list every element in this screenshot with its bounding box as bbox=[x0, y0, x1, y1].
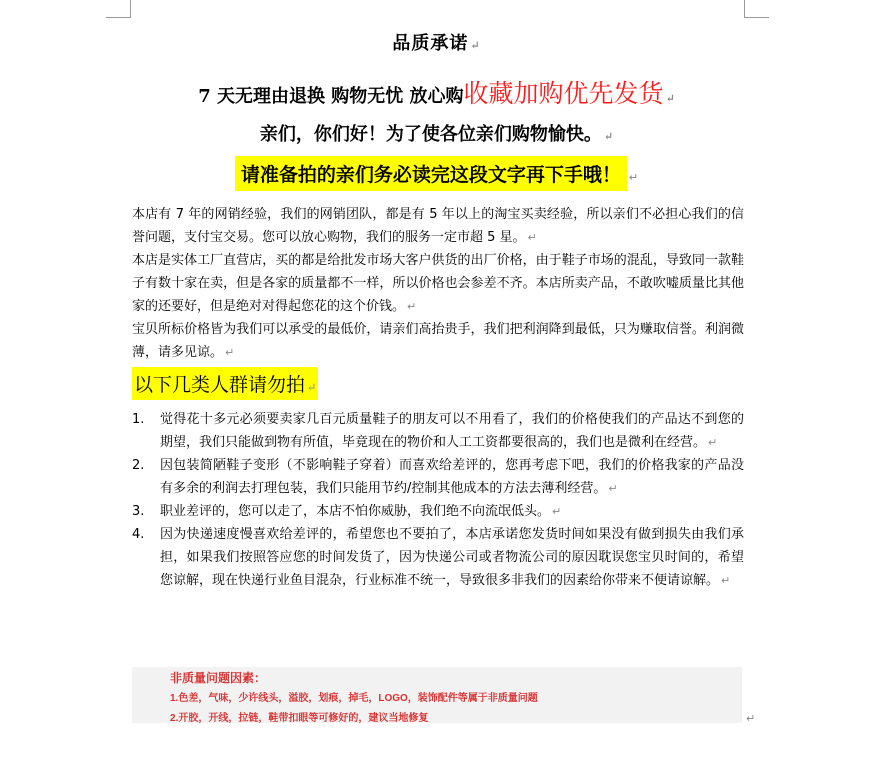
non-quality-issues-image bbox=[132, 667, 742, 723]
crop-mark-right-v bbox=[744, 0, 745, 17]
paragraph: 本店有 7 年的网销经验，我们的网销团队，都是有 5 年以上的淘宝买卖经验，所以亲们不必担心我们的信誉问题，支付宝交易。您可以放心购物，我们的服务一定市超 5 星。 ↵ bbox=[132, 207, 744, 245]
greeting: 亲们，你们好！为了使各位亲们购物愉快。 ↵ bbox=[259, 124, 614, 145]
paragraph-mark-icon: ↵ bbox=[527, 231, 537, 244]
paragraph-mark-icon: ↵ bbox=[603, 130, 614, 143]
callout-line-2: 2.开胶，开线，拉链，鞋带扣眼等可修好的，建议当地修复 bbox=[170, 713, 429, 724]
highlighted-subheading: 以下几类人群请勿拍 ↵ bbox=[132, 367, 318, 400]
callout-line-1: 1.色差，气味，少许线头，溢胶，划痕，掉毛，LOGO，装饰配件等属于非质量问题 bbox=[170, 693, 538, 704]
list-number: 4. bbox=[132, 527, 145, 542]
list-number: 1. bbox=[132, 412, 145, 427]
paragraph-mark-icon: ↵ bbox=[608, 482, 618, 495]
paragraph-mark-icon: ↵ bbox=[628, 171, 639, 184]
list-item-text: 因包装简陋鞋子变形（不影响鞋子穿着）而喜欢给差评的，您再考虑下吧，我们的价格我家的产品没有多余的利润去打理包装，我们只能用节约/控制其他成本的方法去薄利经营。 bbox=[160, 458, 744, 496]
paragraph-mark-icon: ↵ bbox=[708, 436, 718, 449]
paragraph: 宝贝所标价格皆为我们可以承受的最低价，请亲们高抬贵手，我们把利润降到最低，只为赚取信誉。利润微薄，请多见谅。 ↵ bbox=[132, 322, 744, 360]
list-item-text: 因为快递速度慢喜欢给差评的，希望您也不要拍了，本店承诺您发货时间如果没有做到损失由我们承担，如果我们按照答应您的时间发货了，因为快递公司或者物流公司的原因耽误您宝贝时间的，希望您谅解，现在快递行业鱼目混杂，行业标准不统一，导致很多非我们的因素给你带来不便请谅解。 bbox=[160, 527, 744, 588]
headline-black-text: 7 天无理由退换 购物无忧 放心购 bbox=[198, 86, 464, 107]
paragraph-mark-icon: ↵ bbox=[552, 505, 562, 518]
paragraph-mark-icon: ↵ bbox=[225, 346, 235, 359]
highlighted-notice: 请准备拍的亲们务必读完这段文字再下手哦！ bbox=[235, 156, 627, 191]
list-item bbox=[132, 500, 744, 523]
paragraph-mark-icon: ↵ bbox=[407, 300, 417, 313]
headline bbox=[0, 74, 873, 110]
intro-paragraphs bbox=[132, 203, 744, 364]
paragraph: 本店是实体工厂直营店，买的都是给批发市场大客户供货的出厂价格，由于鞋子市场的混乱，导致同一款鞋子有数十家在卖，但是各家的质量都不一样，所以价格也会参差不齐。本店所卖产品，不敢吹嘘质量比其他家的还要好，但是绝对对得起您花的这个价钱。 ↵ bbox=[132, 253, 744, 314]
list-item bbox=[132, 408, 744, 454]
crop-mark-left-h bbox=[106, 17, 131, 18]
notice-wrap bbox=[0, 156, 873, 191]
list-item bbox=[132, 454, 744, 500]
paragraph-mark-icon: ↵ bbox=[721, 574, 731, 587]
callout-title: 非质量问题因素： bbox=[170, 671, 267, 685]
list-item-text: 职业差评的，您可以走了，本店不怕你威胁，我们绝不向流氓低头。 bbox=[160, 504, 551, 519]
paragraph-mark-icon: ↵ bbox=[307, 381, 317, 394]
document-title: 品质承诺 ↵ bbox=[392, 33, 481, 54]
paragraph-mark-icon: ↵ bbox=[470, 39, 481, 52]
list-item-text: 觉得花十多元必须要卖家几百元质量鞋子的朋友可以不用看了，我们的价格使我们的产品达不到您的期望，我们只能做到物有所值，毕竟现在的物价和人工工资都要很高的，我们也是微利在经营。 bbox=[160, 412, 744, 450]
headline-red-text: 收藏加购优先发货 bbox=[463, 79, 664, 108]
paragraph-mark-icon: ↵ bbox=[746, 712, 756, 725]
list-number: 3. bbox=[132, 504, 145, 519]
crop-mark-left-v bbox=[130, 0, 131, 17]
list-item bbox=[132, 523, 744, 592]
paragraph-mark-icon: ↵ bbox=[665, 92, 675, 105]
crop-mark-right-h bbox=[744, 17, 769, 18]
list-number: 2. bbox=[132, 458, 145, 473]
numbered-list bbox=[132, 408, 744, 592]
